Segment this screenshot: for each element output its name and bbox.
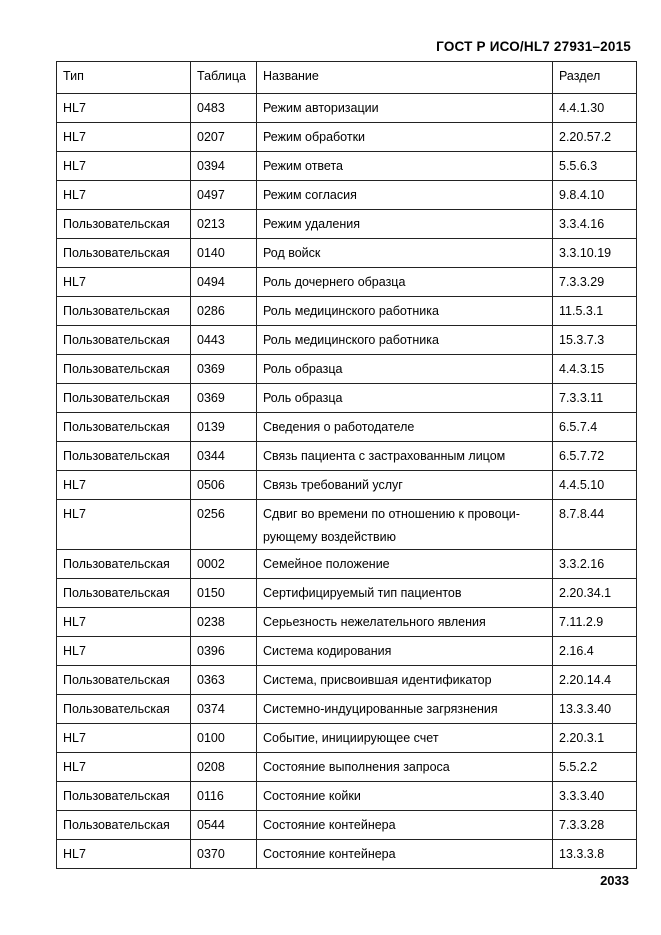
table-row: [57, 500, 637, 550]
cell-name: Роль образца: [257, 384, 553, 413]
cell-table: 0286: [191, 297, 257, 326]
table-body: [57, 94, 637, 869]
cell-name: Режим ответа: [257, 152, 553, 181]
cell-section: 15.3.7.3: [553, 326, 637, 355]
table-row: [57, 782, 637, 811]
table-row: [57, 811, 637, 840]
cell-section: 2.20.34.1: [553, 579, 637, 608]
cell-table: 0369: [191, 355, 257, 384]
table-row: [57, 695, 637, 724]
cell-section: 2.20.3.1: [553, 724, 637, 753]
cell-section: 7.11.2.9: [553, 608, 637, 637]
reference-table: [56, 61, 637, 869]
cell-table: 0483: [191, 94, 257, 123]
cell-section: 3.3.10.19: [553, 239, 637, 268]
table-row: [57, 181, 637, 210]
cell-section: 2.16.4: [553, 637, 637, 666]
cell-name: Системно-индуцированные загрязнения: [257, 695, 553, 724]
cell-type: HL7: [57, 268, 191, 297]
table-row: [57, 123, 637, 152]
cell-type: HL7: [57, 608, 191, 637]
cell-type: Пользовательская: [57, 579, 191, 608]
cell-type: Пользовательская: [57, 210, 191, 239]
cell-section: 3.3.2.16: [553, 550, 637, 579]
cell-table: 0150: [191, 579, 257, 608]
cell-section: 3.3.3.40: [553, 782, 637, 811]
cell-section: 13.3.3.40: [553, 695, 637, 724]
cell-section: 7.3.3.28: [553, 811, 637, 840]
cell-table: 0116: [191, 782, 257, 811]
cell-type: Пользовательская: [57, 550, 191, 579]
table-row: [57, 355, 637, 384]
cell-table: 0443: [191, 326, 257, 355]
table-row: [57, 471, 637, 500]
cell-name: Состояние контейнера: [257, 840, 553, 869]
cell-name: Роль дочернего образца: [257, 268, 553, 297]
cell-section: 7.3.3.11: [553, 384, 637, 413]
cell-type: Пользовательская: [57, 239, 191, 268]
cell-name: Система кодирования: [257, 637, 553, 666]
cell-name: Серьезность нежелательного явления: [257, 608, 553, 637]
cell-section: 6.5.7.4: [553, 413, 637, 442]
cell-section: 13.3.3.8: [553, 840, 637, 869]
cell-table: 0208: [191, 753, 257, 782]
cell-section: 4.4.1.30: [553, 94, 637, 123]
cell-type: Пользовательская: [57, 811, 191, 840]
cell-type: HL7: [57, 123, 191, 152]
cell-type: HL7: [57, 94, 191, 123]
cell-table: 0002: [191, 550, 257, 579]
table-header-row: [57, 62, 637, 94]
column-header-section: Раздел: [553, 62, 637, 94]
cell-type: Пользовательская: [57, 782, 191, 811]
cell-name: Режим обработки: [257, 123, 553, 152]
cell-name: Состояние койки: [257, 782, 553, 811]
cell-section: 6.5.7.72: [553, 442, 637, 471]
table-row: [57, 94, 637, 123]
cell-section: 11.5.3.1: [553, 297, 637, 326]
cell-name: Роль образца: [257, 355, 553, 384]
table-row: [57, 326, 637, 355]
table-row: [57, 637, 637, 666]
table-row: [57, 152, 637, 181]
table-row: [57, 724, 637, 753]
cell-type: HL7: [57, 152, 191, 181]
page-number: 2033: [600, 873, 629, 888]
cell-table: 0369: [191, 384, 257, 413]
table-header: [57, 62, 637, 94]
cell-table: 0100: [191, 724, 257, 753]
cell-type: Пользовательская: [57, 326, 191, 355]
cell-table: 0494: [191, 268, 257, 297]
cell-type: Пользовательская: [57, 384, 191, 413]
cell-name: Связь пациента с застрахованным лицом: [257, 442, 553, 471]
cell-section: 7.3.3.29: [553, 268, 637, 297]
table-row: [57, 550, 637, 579]
table-row: [57, 666, 637, 695]
cell-type: Пользовательская: [57, 355, 191, 384]
cell-section: 4.4.5.10: [553, 471, 637, 500]
cell-table: 0213: [191, 210, 257, 239]
cell-table: 0370: [191, 840, 257, 869]
cell-type: HL7: [57, 724, 191, 753]
cell-section: 3.3.4.16: [553, 210, 637, 239]
cell-section: 8.7.8.44: [553, 500, 637, 550]
cell-table: 0139: [191, 413, 257, 442]
cell-name: Событие, инициирующее счет: [257, 724, 553, 753]
table-row: [57, 239, 637, 268]
cell-type: Пользовательская: [57, 297, 191, 326]
cell-table: 0140: [191, 239, 257, 268]
cell-name: Режим авторизации: [257, 94, 553, 123]
cell-table: 0363: [191, 666, 257, 695]
cell-type: HL7: [57, 471, 191, 500]
cell-section: 2.20.14.4: [553, 666, 637, 695]
cell-name: Состояние выполнения запроса: [257, 753, 553, 782]
cell-table: 0544: [191, 811, 257, 840]
cell-section: 5.5.6.3: [553, 152, 637, 181]
cell-section: 2.20.57.2: [553, 123, 637, 152]
column-header-type: Тип: [57, 62, 191, 94]
table-row: [57, 753, 637, 782]
column-header-table: Таблица: [191, 62, 257, 94]
document-header: ГОСТ Р ИСО/HL7 27931–2015: [436, 39, 631, 54]
cell-type: Пользовательская: [57, 666, 191, 695]
cell-name: Режим согласия: [257, 181, 553, 210]
cell-name: Связь требований услуг: [257, 471, 553, 500]
cell-table: 0256: [191, 500, 257, 550]
table-row: [57, 840, 637, 869]
cell-table: 0497: [191, 181, 257, 210]
cell-name: Сведения о работодателе: [257, 413, 553, 442]
cell-name: Система, присвоившая идентификатор: [257, 666, 553, 695]
cell-type: HL7: [57, 840, 191, 869]
cell-name: Семейное положение: [257, 550, 553, 579]
table-row: [57, 579, 637, 608]
cell-type: HL7: [57, 181, 191, 210]
cell-name: Режим удаления: [257, 210, 553, 239]
cell-type: HL7: [57, 753, 191, 782]
cell-section: 9.8.4.10: [553, 181, 637, 210]
cell-name: Сертифицируемый тип пациентов: [257, 579, 553, 608]
column-header-name: Название: [257, 62, 553, 94]
cell-type: HL7: [57, 500, 191, 550]
cell-type: Пользовательская: [57, 442, 191, 471]
cell-section: 4.4.3.15: [553, 355, 637, 384]
cell-type: Пользовательская: [57, 695, 191, 724]
table-row: [57, 384, 637, 413]
table-row: [57, 442, 637, 471]
cell-table: 0207: [191, 123, 257, 152]
cell-table: 0394: [191, 152, 257, 181]
cell-table: 0238: [191, 608, 257, 637]
cell-name: Род войск: [257, 239, 553, 268]
table-row: [57, 210, 637, 239]
table-row: [57, 413, 637, 442]
cell-type: HL7: [57, 637, 191, 666]
cell-section: 5.5.2.2: [553, 753, 637, 782]
cell-name: Состояние контейнера: [257, 811, 553, 840]
cell-name: Роль медицинского работника: [257, 297, 553, 326]
table-row: [57, 268, 637, 297]
cell-table: 0506: [191, 471, 257, 500]
cell-table: 0344: [191, 442, 257, 471]
cell-table: 0396: [191, 637, 257, 666]
cell-name: Сдвиг во времени по отношению к провоци-рующему воздействию: [257, 500, 553, 550]
cell-name: Роль медицинского работника: [257, 326, 553, 355]
cell-table: 0374: [191, 695, 257, 724]
cell-type: Пользовательская: [57, 413, 191, 442]
table-row: [57, 297, 637, 326]
table-row: [57, 608, 637, 637]
